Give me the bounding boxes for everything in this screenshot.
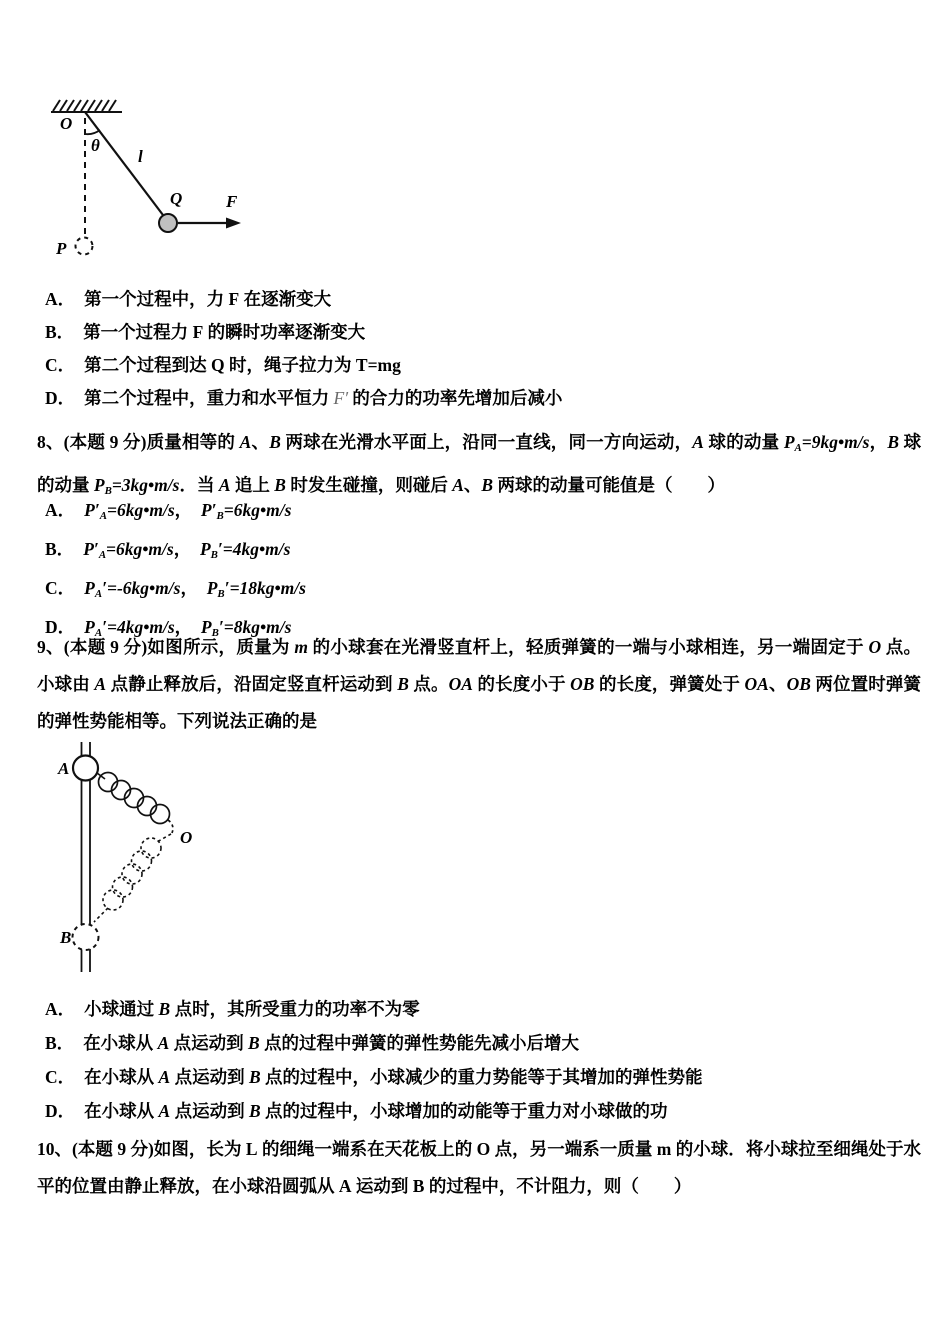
option-text: PA′=-6kg•m/s， PB′=18kg•m/s [84, 578, 306, 601]
angle-arc [85, 130, 100, 134]
option-letter: B． [45, 539, 75, 560]
option-letter: A． [45, 289, 76, 309]
label-o: O [180, 828, 193, 847]
label-o: O [60, 114, 73, 133]
option-text: 在小球从 A 点运动到 B 点的过程中，小球增加的动能等于重力对小球做的功 [84, 1101, 668, 1121]
force-arrow-icon [178, 218, 241, 229]
q7-option-d [45, 382, 562, 415]
label-f: F [226, 192, 238, 211]
q8-option-a [45, 494, 306, 533]
q9-option-b [45, 1026, 703, 1060]
option-letter: D． [45, 1101, 76, 1121]
option-letter: D． [45, 617, 76, 638]
q9-option-c [45, 1060, 703, 1094]
option-text: 第一个过程中，力 F 在逐渐变大 [84, 289, 332, 309]
label-b: B [60, 928, 72, 947]
option-letter: B． [45, 1033, 75, 1053]
option-letter: C． [45, 578, 76, 599]
label-q: Q [170, 189, 183, 208]
option-text: 第一个过程力 F 的瞬时功率逐渐变大 [83, 322, 366, 342]
ball-p-dashed [76, 238, 93, 255]
option-text: 在小球从 A 点运动到 B 点的过程中，小球减少的重力势能等于其增加的弹性势能 [84, 1067, 703, 1087]
label-l: l [138, 147, 143, 166]
string-line [85, 112, 166, 219]
option-text: 在小球从 A 点运动到 B 点的过程中弹簧的弹性势能先减小后增大 [83, 1033, 580, 1053]
q8-option-b [45, 533, 306, 572]
ball-q [159, 214, 177, 232]
q9-rod-spring-figure [52, 740, 212, 982]
option-text: 第二个过程到达 Q 时，绳子拉力为 T=mg [84, 355, 401, 375]
q7-option-c [45, 349, 562, 382]
q9-option-d [45, 1094, 703, 1128]
ball-b-dashed [73, 924, 99, 950]
ceiling-hatch-icon [51, 100, 122, 112]
q8-options [45, 494, 306, 650]
option-letter: A． [45, 500, 76, 520]
option-letter: B． [45, 322, 75, 342]
q9-options [45, 992, 703, 1128]
option-text: P′A=6kg•m/s， P′B=6kg•m/s [84, 500, 292, 523]
option-text: 小球通过 B 点时，其所受重力的功率不为零 [84, 999, 420, 1019]
option-letter: C． [45, 355, 76, 375]
q8-option-c [45, 572, 306, 611]
option-text: PA′=4kg•m/s， PB′=8kg•m/s [84, 617, 292, 640]
q7-pendulum-figure [42, 96, 252, 268]
option-letter: D． [45, 388, 76, 408]
ball-a [73, 756, 98, 781]
option-text: 第二个过程中，重力和水平恒力 F′ 的合力的功率先增加后减小 [84, 388, 563, 408]
spring-dashed-icon [94, 834, 171, 922]
option-letter: A． [45, 999, 76, 1019]
option-letter: C． [45, 1067, 76, 1087]
q8-stem: 8、(本题 9 分)质量相等的 A、B 两球在光滑水平面上，沿同一直线，同一方向运动，A 球的动量 PA=9kg•m/s，B 球的动量 PB=3kg•m/s．当 A 追上 B 时发生碰撞，则碰后 A、B 两球的动量可能值是（ ） [37, 432, 922, 498]
spring-solid-icon [97, 773, 173, 834]
option-text: P′A=6kg•m/s， PB′=4kg•m/s [83, 539, 291, 562]
q7-option-b [45, 316, 562, 349]
q7-options [45, 283, 562, 415]
q9-option-a [45, 992, 703, 1026]
q9-stem: 9、(本题 9 分)如图所示，质量为 m 的小球套在光滑竖直杆上，轻质弹簧的一端与小球相连，另一端固定于 O 点。小球由 A 点静止释放后，沿固定竖直杆运动到 B 点。OA 的长度小于 OB 的长度，弹簧处于 OA、OB 两位置时弹簧的弹性势能相等。下列说法正确的是 [37, 637, 922, 731]
q7-option-a [45, 283, 562, 316]
label-a: A [58, 759, 70, 778]
q10-stem: 10、(本题 9 分)如图，长为 L 的细绳一端系在天花板上的 O 点，另一端系一质量 m 的小球．将小球拉至细绳处于水平的位置由静止释放，在小球沿圆弧从 A 运动到 B 的过程中，不计阻力，则（ ） [37, 1139, 922, 1196]
label-theta: θ [91, 136, 100, 155]
label-p: P [56, 239, 67, 258]
